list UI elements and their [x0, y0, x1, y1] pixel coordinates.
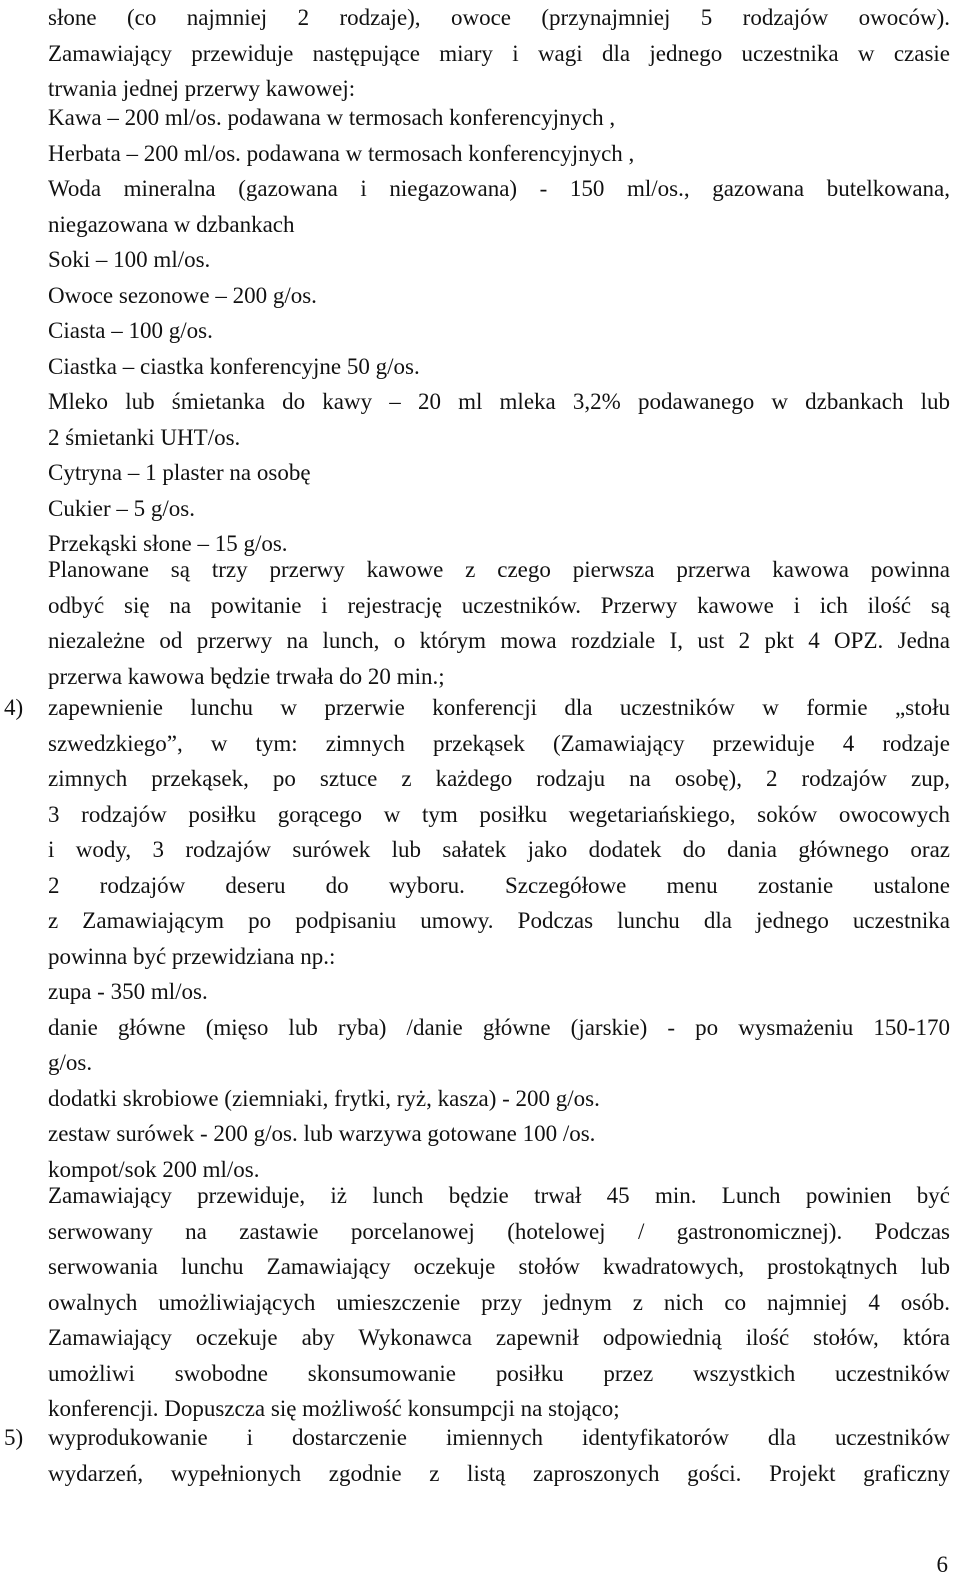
menu-line: danie główne (mięso lub ryba) /danie główne (jarskie) - po wysmażeniu 150-170 — [48, 1014, 950, 1040]
measure-line: Przekąski słone – 15 g/os. — [48, 531, 288, 556]
measure-line: 2 śmietanki UHT/os. — [48, 424, 241, 450]
text-line: Zamawiający oczekuje aby Wykonawca zapewnił odpowiednią ilość stołów, która — [48, 1325, 950, 1350]
text-line: 2 rodzajów deseru do wyboru. Szczegółowe menu zostanie ustalone — [48, 872, 950, 898]
text-line: owalnych umożliwiających umieszczenie przy jednym z nich co najmniej 4 osób. — [48, 1289, 950, 1315]
item-number-5: 5) — [4, 1425, 24, 1450]
menu-line: g/os. — [48, 1050, 93, 1075]
text-line: odbyć się na powitanie i rejestrację uczestników. Przerwy kawowe i ich ilość są — [48, 592, 950, 618]
text-line: konferencji. Dopuszcza się możliwość konsumpcji na stojąco; — [48, 1396, 620, 1421]
measure-line: Cukier – 5 g/os. — [48, 495, 195, 521]
text-line: serwowania lunchu Zamawiający oczekuje stołów kwadratowych, prostokątnych lub — [48, 1254, 950, 1279]
measure-line: Mleko lub śmietanka do kawy – 20 ml mleka 3,2% podawanego w dzbankach lub — [48, 389, 950, 414]
item-5-paragraph — [48, 1420, 950, 1491]
measure-line: Cytryna – 1 plaster na osobę — [48, 460, 311, 485]
text-line: zimnych przekąsek, po sztuce z każdego rodzaju na osobę), 2 rodzajów zup, — [48, 766, 950, 791]
text-line: wyprodukowanie i dostarczenie imiennych identyfikatorów dla uczestników — [48, 1425, 950, 1450]
text-line: powinna być przewidziana np.: — [48, 943, 336, 969]
text-line: słone (co najmniej 2 rodzaje), owoce (przynajmniej 5 rodzajów owoców). — [48, 5, 950, 30]
lunch-details-paragraph — [48, 1178, 950, 1427]
text-line: przerwa kawowa będzie trwała do 20 min.; — [48, 663, 445, 689]
intro-paragraph — [48, 0, 950, 107]
measure-line: Herbata – 200 ml/os. podawana w termosach konferencyjnych , — [48, 140, 635, 166]
text-line: Zamawiający przewiduje, iż lunch będzie trwał 45 min. Lunch powinien być — [48, 1183, 950, 1208]
measure-line: Soki – 100 ml/os. — [48, 247, 211, 272]
menu-line: kompot/sok 200 ml/os. — [48, 1156, 260, 1182]
coffee-breaks-paragraph — [48, 552, 950, 694]
item-4-paragraph — [48, 690, 950, 974]
text-line: Planowane są trzy przerwy kawowe z czego pierwsza przerwa kawowa powinna — [48, 557, 950, 582]
coffee-break-measures — [48, 100, 950, 562]
text-line: serwowany na zastawie porcelanowej (hotelowej / gastronomicznej). Podczas — [48, 1218, 950, 1244]
measure-line: niegazowana w dzbankach — [48, 211, 295, 237]
measure-line: Owoce sezonowe – 200 g/os. — [48, 282, 317, 308]
measure-line: Kawa – 200 ml/os. podawana w termosach konferencyjnych , — [48, 105, 616, 130]
menu-line: zupa - 350 ml/os. — [48, 979, 208, 1004]
measure-line: Woda mineralna (gazowana i niegazowana) - 150 ml/os., gazowana butelkowana, — [48, 176, 950, 201]
text-line: 3 rodzajów posiłku gorącego w tym posiłku wegetariańskiego, soków owocowych — [48, 801, 950, 827]
item-number-4: 4) — [4, 695, 24, 720]
lunch-menu — [48, 974, 950, 1187]
page-number: 6 — [936, 1552, 948, 1577]
measure-line: Ciasta – 100 g/os. — [48, 318, 213, 343]
menu-line: zestaw surówek - 200 g/os. lub warzywa gotowane 100 /os. — [48, 1121, 596, 1146]
text-line: niezależne od przerwy na lunch, o którym mowa rozdziale I, ust 2 pkt 4 OPZ. Jedna — [48, 628, 950, 653]
text-line: wydarzeń, wypełnionych zgodnie z listą zaproszonych gości. Projekt graficzny — [48, 1460, 950, 1486]
text-line: umożliwi swobodne skonsumowanie posiłku przez wszystkich uczestników — [48, 1360, 950, 1386]
text-line: trwania jednej przerwy kawowej: — [48, 76, 356, 101]
measure-line: Ciastka – ciastka konferencyjne 50 g/os. — [48, 353, 420, 379]
text-line: z Zamawiającym po podpisaniu umowy. Podczas lunchu dla jednego uczestnika — [48, 908, 950, 933]
text-line: szwedzkiego”, w tym: zimnych przekąsek (Zamawiający przewiduje 4 rodzaje — [48, 730, 950, 756]
menu-line: dodatki skrobiowe (ziemniaki, frytki, ryż, kasza) - 200 g/os. — [48, 1085, 600, 1111]
text-line: i wody, 3 rodzajów surówek lub sałatek jako dodatek do dania głównego oraz — [48, 837, 950, 862]
text-line: Zamawiający przewiduje następujące miary i wagi dla jednego uczestnika w czasie — [48, 40, 950, 66]
text-line: zapewnienie lunchu w przerwie konferencji dla uczestników w formie „stołu — [48, 695, 950, 720]
